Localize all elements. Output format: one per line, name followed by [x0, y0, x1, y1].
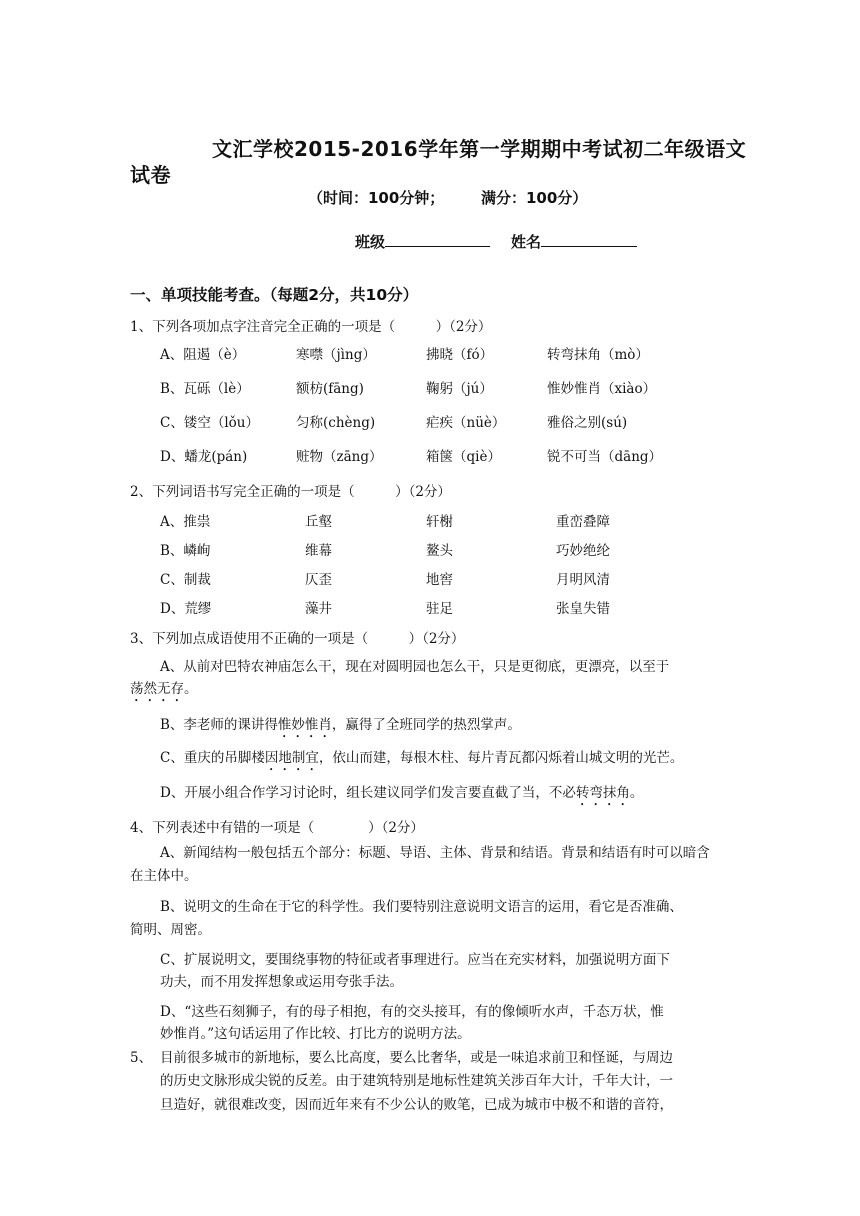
exam-time: （时间：100分钟； [308, 189, 445, 207]
q3-option-a-line2: 荡然无存。 [130, 681, 198, 697]
section-heading: 一、单项技能考查。（每题2分，共10分） [130, 286, 419, 304]
q2-option-d-word2: 藻井 [305, 601, 332, 617]
q5-passage-line2: 的历史文脉形成尖锐的反差。由于建筑特别是地标性建筑关涉百年大计，千年大计，一 [160, 1073, 673, 1089]
q4-option-c-line2: 功夫，而不用发挥想象或运用夸张手法。 [160, 974, 403, 990]
q3-dotted-idiom-b: 惟妙惟肖 [277, 717, 332, 733]
q4-option-c-line1: C、扩展说明文，要围绕事物的特征或者事理进行。应当在充实材料，加强说明方面下 [160, 952, 670, 968]
q3-dotted-idiom-d: 转弯抹角 [575, 785, 630, 801]
question-3-stem: 3、下列加点成语使用不正确的一项是（ ）（2分） [130, 631, 465, 647]
question-1-stem: 1、下列各项加点字注音完全正确的一项是（ ）（2分） [130, 319, 492, 335]
q1-option-a-word4: 转弯抹角（mò） [547, 347, 649, 363]
q2-option-c-word3: 地窖 [426, 572, 453, 588]
q1-option-b: B、瓦砾（lè） [160, 381, 250, 397]
q1-option-b-word2: 额枋(fāng) [296, 381, 364, 397]
q2-option-b: B、嶙峋 [160, 543, 211, 559]
q3-option-d: D、开展小组合作学习讨论时，组长建议同学们发言要直截了当，不必转弯抹角。 [160, 785, 644, 801]
exam-title: 文汇学校2015-2016学年第一学期期中考试初二年级语文 [212, 137, 747, 161]
q1-option-c-word3: 疟疾（nüè） [426, 415, 506, 431]
q1-option-a: A、阻遏（è） [160, 347, 246, 363]
exam-full-score: 满分：100分） [481, 189, 588, 207]
q4-option-b-line1: B、说明文的生命在于它的科学性。我们要特别注意说明文语言的运用，看它是否准确、 [160, 899, 683, 915]
class-field [355, 231, 490, 252]
q2-option-a-word2: 丘壑 [305, 514, 332, 530]
q3-dotted-idiom-a: 荡然无存 [130, 681, 184, 697]
q2-option-c-word4: 月明风清 [556, 572, 610, 588]
q2-option-b-word2: 维幕 [305, 543, 332, 559]
class-label: 班级 [355, 233, 386, 251]
q2-option-d: D、荒缪 [160, 601, 212, 617]
exam-title-continued: 试卷 [130, 163, 171, 187]
q4-option-d-line2: 妙惟肖。”这句话运用了作比较、打比方的说明方法。 [160, 1026, 471, 1042]
class-blank[interactable] [385, 232, 490, 247]
q4-option-a-line1: A、新闻结构一般包括五个部分：标题、导语、主体、背景和结语。背景和结语有时可以暗含 [160, 845, 710, 861]
q1-option-a-word3: 拂晓（fó） [426, 347, 494, 363]
q4-option-d-line1: D、“这些石刻狮子，有的母子相抱，有的交头接耳，有的像倾听水声，千态万状，惟 [160, 1004, 664, 1020]
q2-option-b-word3: 鳌头 [426, 543, 453, 559]
q4-option-b-line2: 简明、周密。 [130, 922, 211, 938]
q2-option-d-word4: 张皇失错 [556, 601, 610, 617]
q2-option-b-word4: 巧妙绝纶 [556, 543, 610, 559]
q2-option-d-word3: 驻足 [426, 601, 453, 617]
q2-option-c: C、制裁 [160, 572, 211, 588]
q1-option-d-word4: 锐不可当（dāng） [547, 449, 663, 465]
name-blank[interactable] [541, 232, 637, 247]
name-label: 姓名 [511, 233, 542, 251]
q4-option-a-line2: 在主体中。 [130, 868, 198, 884]
question-2-stem: 2、下列词语书写完全正确的一项是（ ）（2分） [130, 484, 451, 500]
q5-passage-line1: 目前很多城市的新地标，要么比高度，要么比奢华，或是一味追求前卫和怪诞，与周边 [160, 1050, 673, 1066]
q1-option-d: D、蟠龙(pán) [160, 449, 248, 465]
q2-option-a-word4: 重峦叠障 [556, 514, 610, 530]
q1-option-b-word3: 鞠躬（jú） [426, 381, 493, 397]
q1-option-a-word2: 寒噤（jìng） [296, 347, 376, 363]
q1-option-c-word2: 匀称(chèng) [296, 415, 376, 431]
q1-option-d-word3: 箱箧（qiè） [426, 449, 501, 465]
q1-option-b-word4: 惟妙惟肖（xiào） [547, 381, 657, 397]
q1-option-c-word4: 雅俗之别(sú) [547, 415, 628, 431]
q2-option-a: A、推祟 [160, 514, 211, 530]
name-field [511, 231, 637, 252]
q3-dotted-idiom-c: 因地制宜 [264, 750, 319, 766]
question-4-stem: 4、下列表述中有错的一项是（ ）（2分） [130, 820, 424, 836]
q2-option-c-word2: 仄歪 [305, 572, 332, 588]
q3-option-b: B、李老师的课讲得惟妙惟肖，赢得了全班同学的热烈掌声。 [160, 717, 521, 733]
q3-option-a-line1: A、从前对巴特农神庙怎么干，现在对圆明园也怎么干，只是更彻底，更漂亮，以至于 [160, 659, 670, 675]
q1-option-d-word2: 赃物（zāng） [296, 449, 383, 465]
q1-option-c: C、镂空（lǒu） [160, 415, 259, 431]
q5-passage-line3: 旦造好，就很难改变，因而近年来有不少公认的败笔，已成为城市中极不和谐的音符， [160, 1097, 673, 1113]
q3-option-c: C、重庆的吊脚楼因地制宜，依山而建，每根木柱、每片青瓦都闪烁着山城文明的光芒。 [160, 750, 684, 766]
q2-option-a-word3: 轩榭 [426, 514, 453, 530]
question-5-number: 5、 [130, 1050, 153, 1066]
